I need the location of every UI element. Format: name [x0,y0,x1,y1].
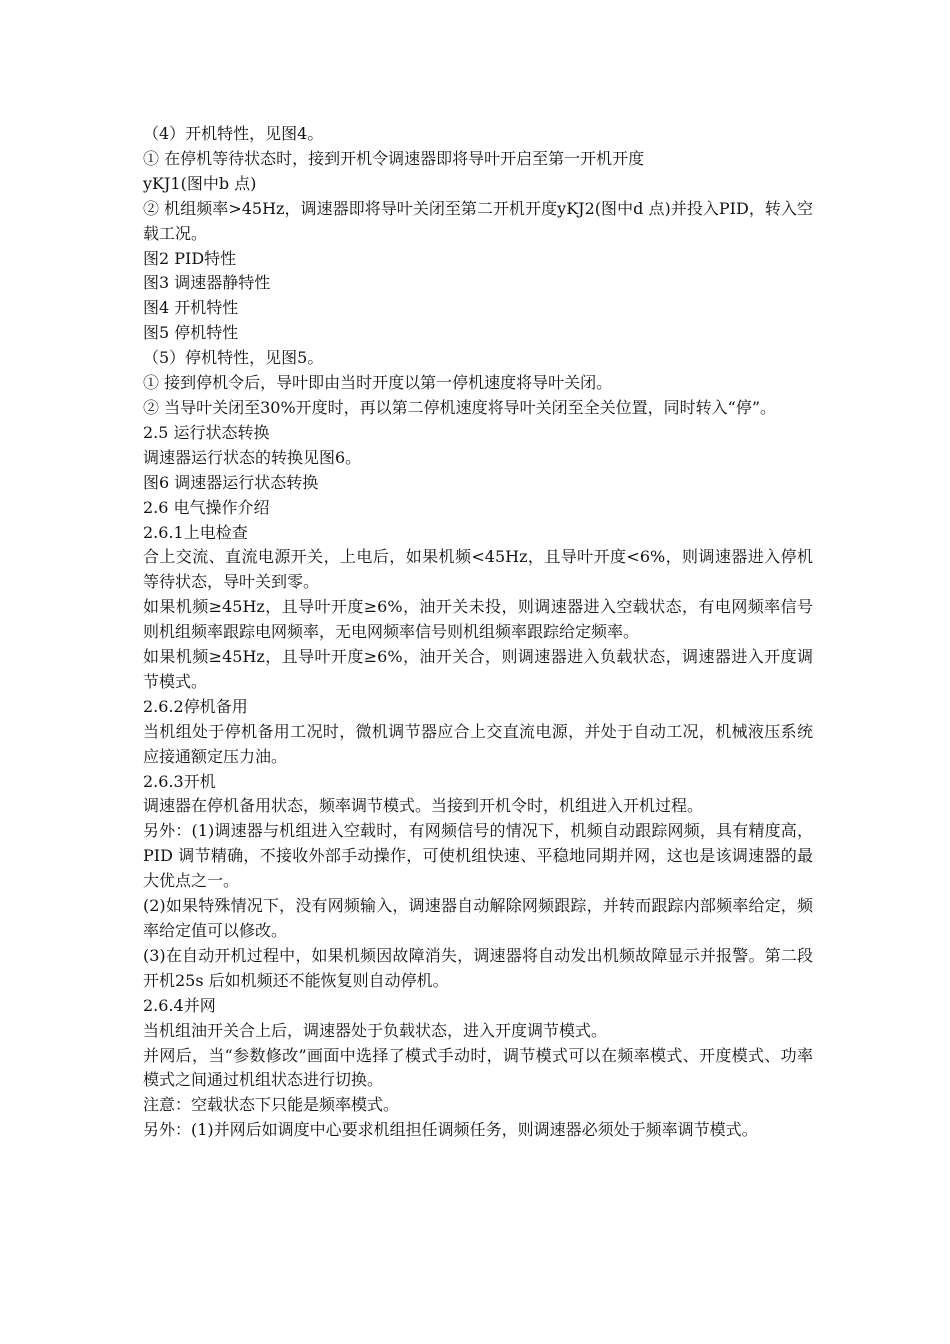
figure-caption-6: 图6 调速器运行状态转换 [143,472,319,492]
figure-caption-5: 图5 停机特性 [143,323,239,343]
paragraph-12: 当机组处于停机备用工况时，微机调节器应合上交直流电源，并处于自动工况，机械液压系统应接通额定压力油。 [143,721,813,766]
paragraph-4: ② 机组频率>45Hz，调速器即将导叶关闭至第二开机开度yKJ2(图中d 点)并投入PID，转入空载工况。 [143,198,813,243]
paragraph-2: ① 在停机等待状态时，接到开机令调速器即将导叶开启至第一开机开度 [143,148,645,168]
paragraph-17: 当机组油开关合上后，调速器处于负载状态，进入开度调节模式。 [143,1020,608,1040]
paragraph-14: 另外：(1)调速器与机组进入空载时，有网频信号的情况下，机频自动跟踪网频，具有精度高，PID 调节精确，不接收外部手动操作，可使机组快速、平稳地同期并网，这也是该调速器的最大优点之一。 [143,821,813,891]
figure-caption-2: 图2 PID特性 [143,248,237,268]
document-body [143,122,813,1143]
paragraph-13: 调速器在停机备用状态，频率调节模式。当接到开机令时，机组进入开机过程。 [143,796,704,816]
paragraph-3: yKJ1(图中b 点) [143,173,257,193]
paragraph-8: 调速器运行状态的转换见图6。 [143,447,362,467]
section-heading-2-6-3: 2.6.3开机 [143,771,216,791]
section-heading-2-6-2: 2.6.2停机备用 [143,696,248,716]
paragraph-7: ② 当导叶关闭至30%开度时，再以第二停机速度将导叶关闭至全关位置，同时转入“停”。 [143,397,777,417]
paragraph-19: 注意：空载状态下只能是频率模式。 [143,1095,400,1115]
paragraph-15: (2)如果特殊情况下，没有网频输入，调速器自动解除网频跟踪，并转而跟踪内部频率给定，频率给定值可以修改。 [143,896,813,940]
section-heading-2-6: 2.6 电气操作介绍 [143,497,270,517]
paragraph-9: 合上交流、直流电源开关，上电后，如果机频<45Hz，且导叶开度<6%，则调速器进入停机等待状态，导叶关到零。 [143,547,813,592]
paragraph-11: 如果机频≥45Hz，且导叶开度≥6%，油开关合，则调速器进入负载状态，调速器进入开度调节模式。 [143,647,813,691]
figure-caption-4: 图4 开机特性 [143,298,239,318]
paragraph-10: 如果机频≥45Hz，且导叶开度≥6%，油开关未投，则调速器进入空载状态，有电网频率信号则机组频率跟踪电网频率，无电网频率信号则机组频率跟踪给定频率。 [143,597,813,642]
paragraph-6: ① 接到停机令后，导叶即由当时开度以第一停机速度将导叶关闭。 [143,373,613,393]
figure-caption-3: 图3 调速器静特性 [143,273,271,293]
paragraph-1: （4）开机特性，见图4。 [143,124,324,143]
paragraph-18: 并网后，当“参数修改”画面中选择了模式手动时，调节模式可以在频率模式、开度模式、功率模式之间通过机组状态进行切换。 [143,1045,813,1090]
paragraph-5: （5）停机特性，见图5。 [143,348,324,368]
section-heading-2-5: 2.5 运行状态转换 [143,422,270,442]
section-heading-2-6-1: 2.6.1上电检查 [143,522,248,542]
section-heading-2-6-4: 2.6.4并网 [143,995,216,1015]
paragraph-16: (3)在自动开机过程中，如果机频因故障消失，调速器将自动发出机频故障显示并报警。第二段开机25s 后如机频还不能恢复则自动停机。 [143,945,813,990]
paragraph-20: 另外：(1)并网后如调度中心要求机组担任调频任务，则调速器必须处于频率调节模式。 [143,1120,758,1140]
